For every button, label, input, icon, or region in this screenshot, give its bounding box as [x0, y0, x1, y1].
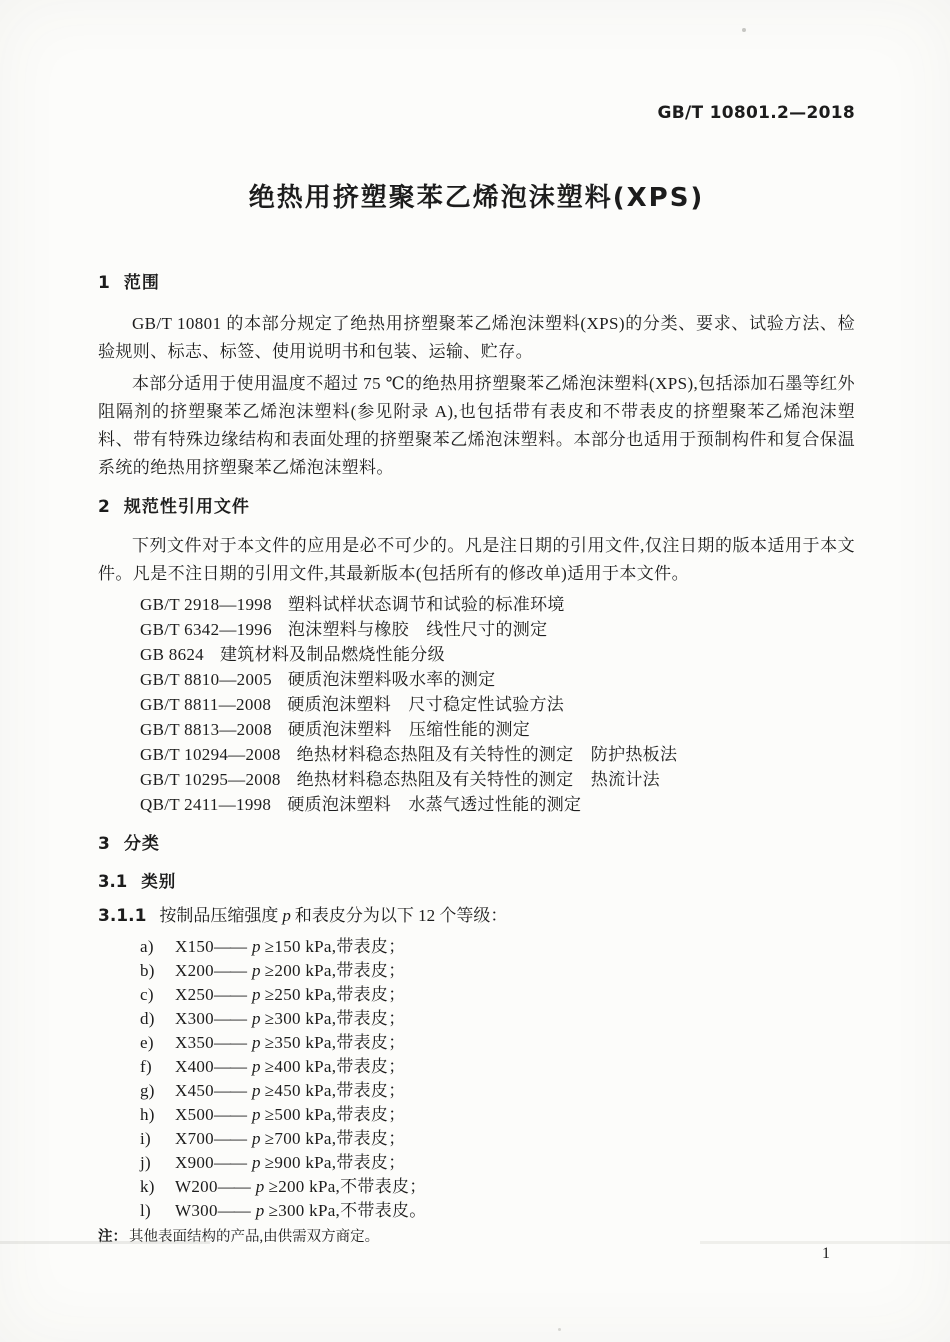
- grade-item: [140, 983, 855, 1007]
- classification-note: [98, 1227, 855, 1247]
- pressure-symbol: p: [255, 1177, 265, 1196]
- reference-title: 硬质泡沫塑料吸水率的测定: [287, 670, 496, 689]
- grade-code: X350: [175, 1033, 214, 1052]
- reference-code: QB/T 2411—1998: [140, 795, 272, 814]
- grade-code: X400: [175, 1057, 214, 1076]
- section-1-title: 范围: [123, 273, 160, 293]
- clause-3-1-1-text-after: 和表皮分为以下 12 个等级：: [294, 906, 508, 925]
- reference-item: [140, 617, 855, 642]
- grade-condition: ≥350 kPa,带表皮；: [264, 1033, 406, 1052]
- grade-item: [140, 1127, 855, 1151]
- section-3-1-heading: [98, 871, 855, 893]
- grade-item: [140, 1175, 855, 1199]
- reference-item: [140, 767, 855, 792]
- grade-condition: ≥900 kPa,带表皮；: [264, 1153, 406, 1172]
- standard-code-header: GB/T 10801.2—2018: [657, 103, 855, 123]
- grade-item-label: j): [140, 1153, 151, 1172]
- grade-condition: ≥300 kPa,不带表皮。: [268, 1201, 427, 1220]
- section-3-heading: [98, 833, 855, 855]
- reference-title: 绝热材料稳态热阻及有关特性的测定 热流计法: [296, 770, 660, 789]
- reference-item: [140, 792, 855, 817]
- grade-code: X250: [175, 985, 214, 1004]
- reference-code: GB/T 10295—2008: [140, 770, 281, 789]
- section-2-title: 规范性引用文件: [123, 497, 250, 517]
- grade-condition: ≥450 kPa,带表皮；: [264, 1081, 406, 1100]
- grade-condition: ≥300 kPa,带表皮；: [264, 1009, 406, 1028]
- grade-code: X700: [175, 1129, 214, 1148]
- section-3-title: 分类: [123, 834, 160, 854]
- grade-condition: ≥150 kPa,带表皮；: [264, 937, 406, 956]
- reference-title: 泡沫塑料与橡胶 线性尺寸的测定: [287, 620, 548, 639]
- clause-3-1-1-text: 按制品压缩强度: [159, 906, 279, 925]
- reference-item: [140, 692, 855, 717]
- reference-code: GB/T 8810—2005: [140, 670, 272, 689]
- note-label: 注：: [98, 1229, 127, 1245]
- grade-dash: ——: [213, 1129, 246, 1148]
- reference-title: 硬质泡沫塑料 压缩性能的测定: [287, 720, 531, 739]
- grade-dash: ——: [213, 961, 246, 980]
- clause-3-1-1: [98, 905, 855, 927]
- reference-item: [140, 592, 855, 617]
- section-2-heading: [98, 496, 855, 518]
- grade-dash: ——: [213, 1009, 246, 1028]
- page-number: 1: [822, 1245, 830, 1262]
- clause-3-1-1-number: 3.1.1: [98, 906, 147, 926]
- grade-item-label: a): [140, 937, 154, 956]
- scan-artifact-smudge: [700, 1241, 950, 1244]
- grade-code: X500: [175, 1105, 214, 1124]
- reference-item: [140, 642, 855, 667]
- grade-item-label: i): [140, 1129, 151, 1148]
- reference-code: GB/T 8813—2008: [140, 720, 272, 739]
- grade-item-label: l): [140, 1201, 151, 1220]
- scan-artifact-smudge: [0, 1241, 210, 1244]
- grade-item: [140, 1007, 855, 1031]
- reference-title: 建筑材料及制品燃烧性能分级: [219, 645, 445, 664]
- grade-dash: ——: [213, 1057, 246, 1076]
- grade-dash: ——: [213, 937, 246, 956]
- pressure-symbol: p: [251, 1105, 261, 1124]
- reference-item: [140, 717, 855, 742]
- grade-code: W300: [175, 1201, 218, 1220]
- grade-item-label: f): [140, 1057, 152, 1076]
- grade-code: X150: [175, 937, 214, 956]
- pressure-symbol: p: [251, 937, 261, 956]
- reference-code: GB/T 6342—1996: [140, 620, 272, 639]
- grade-condition: ≥400 kPa,带表皮；: [264, 1057, 406, 1076]
- document-title: 绝热用挤塑聚苯乙烯泡沫塑料(XPS): [248, 183, 705, 213]
- grade-list: [98, 935, 855, 1223]
- pressure-symbol: p: [255, 1201, 265, 1220]
- pressure-symbol: p: [251, 985, 261, 1004]
- pressure-symbol: p: [251, 961, 261, 980]
- grade-item-label: d): [140, 1009, 155, 1028]
- grade-item: [140, 1031, 855, 1055]
- scan-artifact-dot: [742, 28, 746, 32]
- grade-condition: ≥700 kPa,带表皮；: [264, 1129, 406, 1148]
- pressure-symbol: p: [282, 906, 291, 925]
- section-1-heading: [98, 272, 855, 294]
- pressure-symbol: p: [251, 1129, 261, 1148]
- pressure-symbol: p: [251, 1033, 261, 1052]
- section-1-number: 1: [98, 273, 110, 293]
- scope-paragraph-1: GB/T 10801 的本部分规定了绝热用挤塑聚苯乙烯泡沫塑料(XPS)的分类、要求、试验方法、检验规则、标志、标签、使用说明书和包装、运输、贮存。: [98, 314, 855, 361]
- reference-title: 硬质泡沫塑料 尺寸稳定性试验方法: [287, 695, 565, 714]
- grade-item-label: b): [140, 961, 155, 980]
- reference-item: [140, 667, 855, 692]
- scope-paragraph-2: 本部分适用于使用温度不超过 75 ℃的绝热用挤塑聚苯乙烯泡沫塑料(XPS),包括添加石墨等红外阻隔剂的挤塑聚苯乙烯泡沫塑料(参见附录 A),也包括带有表皮和不带表皮的挤塑聚苯乙烯泡沫塑料、带有特殊边缘结构和表面处理的挤塑聚苯乙烯泡沫塑料。本部分也适用于预制构件和复合保温系统的绝热用挤塑聚苯乙烯泡沫塑料。: [98, 374, 855, 477]
- grade-dash: ——: [213, 985, 246, 1004]
- grade-code: X200: [175, 961, 214, 980]
- reference-title: 绝热材料稳态热阻及有关特性的测定 防护热板法: [296, 745, 678, 764]
- section-3-1-number: 3.1: [98, 872, 128, 891]
- pressure-symbol: p: [251, 1057, 261, 1076]
- grade-dash: ——: [217, 1177, 250, 1196]
- section-3-number: 3: [98, 834, 110, 854]
- scan-artifact-speck: [558, 1328, 561, 1331]
- grade-code: X450: [175, 1081, 214, 1100]
- grade-item: [140, 959, 855, 983]
- grade-dash: ——: [213, 1105, 246, 1124]
- grade-item-label: k): [140, 1177, 155, 1196]
- reference-code: GB/T 10294—2008: [140, 745, 281, 764]
- grade-condition: ≥200 kPa,不带表皮；: [268, 1177, 427, 1196]
- grade-code: X300: [175, 1009, 214, 1028]
- pressure-symbol: p: [251, 1153, 261, 1172]
- reference-code: GB 8624: [140, 645, 204, 664]
- grade-item-label: h): [140, 1105, 155, 1124]
- pressure-symbol: p: [251, 1009, 261, 1028]
- section-3-1-title: 类别: [141, 872, 177, 891]
- note-text: 其他表面结构的产品,由供需双方商定。: [129, 1229, 380, 1245]
- normative-reference-list: [98, 592, 855, 817]
- pressure-symbol: p: [251, 1081, 261, 1100]
- reference-title: 塑料试样状态调节和试验的标准环境: [287, 595, 565, 614]
- section-2-number: 2: [98, 497, 110, 517]
- grade-condition: ≥250 kPa,带表皮；: [264, 985, 406, 1004]
- reference-item: [140, 742, 855, 767]
- grade-item-label: e): [140, 1033, 154, 1052]
- grade-dash: ——: [217, 1201, 250, 1220]
- grade-item: [140, 1199, 855, 1223]
- grade-condition: ≥200 kPa,带表皮；: [264, 961, 406, 980]
- grade-item: [140, 1151, 855, 1175]
- reference-title: 硬质泡沫塑料 水蒸气透过性能的测定: [287, 795, 582, 814]
- grade-code: W200: [175, 1177, 218, 1196]
- normative-intro-paragraph: 下列文件对于本文件的应用是必不可少的。凡是注日期的引用文件,仅注日期的版本适用于本文件。凡是不注日期的引用文件,其最新版本(包括所有的修改单)适用于本文件。: [98, 536, 855, 583]
- grade-item: [140, 1079, 855, 1103]
- grade-dash: ——: [213, 1081, 246, 1100]
- reference-code: GB/T 2918—1998: [140, 595, 272, 614]
- grade-item-label: c): [140, 985, 154, 1004]
- grade-dash: ——: [213, 1153, 246, 1172]
- reference-code: GB/T 8811—2008: [140, 695, 272, 714]
- grade-item-label: g): [140, 1081, 155, 1100]
- grade-condition: ≥500 kPa,带表皮；: [264, 1105, 406, 1124]
- grade-code: X900: [175, 1153, 214, 1172]
- grade-dash: ——: [213, 1033, 246, 1052]
- grade-item: [140, 935, 855, 959]
- grade-item: [140, 1103, 855, 1127]
- grade-item: [140, 1055, 855, 1079]
